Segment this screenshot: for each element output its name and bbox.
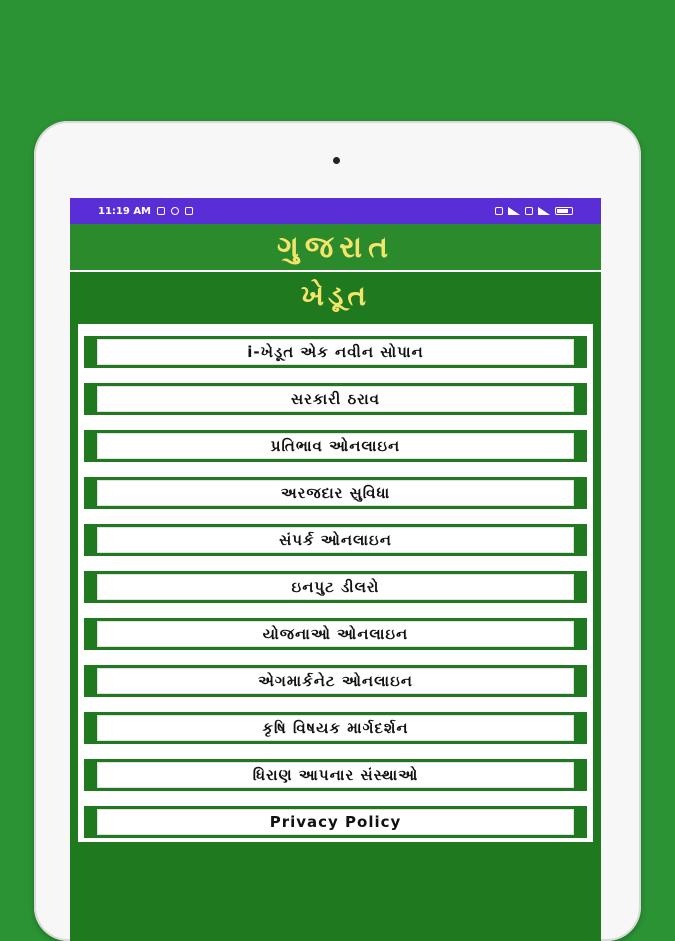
menu-item-label: પ્રતિભાવ ઓનલાઇન (98, 434, 573, 458)
menu-item-label: એગમાર્કનેટ ઓનલાઇન (98, 669, 573, 693)
menu-item-label: ઇનપુટ ડીલરો (98, 575, 573, 599)
menu-item-label: સંપર્ક ઓનલાઇન (98, 528, 573, 552)
signal2-icon (538, 207, 550, 215)
menu-item-sarkari-tharav[interactable] (84, 383, 587, 415)
camera-dot (333, 157, 340, 164)
status-right (495, 207, 573, 215)
menu-item-sampark-online[interactable] (84, 524, 587, 556)
status-left (98, 206, 193, 217)
whatsapp-status-icon (171, 207, 179, 215)
app-screen (70, 198, 601, 941)
menu-item-arajdar-suvidha[interactable] (84, 477, 587, 509)
signal-icon (508, 207, 520, 215)
main-menu (78, 324, 593, 842)
menu-item-ikhedut[interactable] (84, 336, 587, 368)
menu-item-label: કૃષિ વિષયક માર્ગદર્શન (98, 716, 573, 740)
menu-item-yojanao-online[interactable] (84, 618, 587, 650)
menu-item-label: ધિરાણ આપનાર સંસ્થાઓ (98, 763, 573, 787)
menu-item-label: સરકારી ઠરાવ (98, 387, 573, 411)
menu-item-privacy-policy[interactable] (84, 806, 587, 838)
status-time: 11:19 AM (98, 205, 152, 217)
menu-item-pratibhav-online[interactable] (84, 430, 587, 462)
app-title-bar (70, 224, 601, 272)
status-bar (70, 198, 601, 224)
app-title: ગુજરાત (276, 229, 395, 265)
menu-item-dhiran-sansthao[interactable] (84, 759, 587, 791)
battery-icon (555, 207, 573, 215)
menu-item-input-dealers[interactable] (84, 571, 587, 603)
menu-item-label: Privacy Policy (98, 810, 573, 834)
app-subtitle-bar (70, 272, 601, 320)
tablet-frame (34, 121, 641, 941)
message-status-icon (185, 207, 193, 215)
menu-item-krushi-margdarshan[interactable] (84, 712, 587, 744)
menu-item-label: યોજનાઓ ઓનલાઇન (98, 622, 573, 646)
settings-status-icon (157, 207, 165, 215)
menu-item-label: i-ખેડૂત એક નવીન સોપાન (98, 340, 573, 364)
app-subtitle: ખેડૂત (301, 279, 370, 312)
menu-item-label: અરજદાર સુવિધા (98, 481, 573, 505)
menu-item-agmarknet-online[interactable] (84, 665, 587, 697)
volte2-status-icon (525, 207, 533, 215)
volte-status-icon (495, 207, 503, 215)
